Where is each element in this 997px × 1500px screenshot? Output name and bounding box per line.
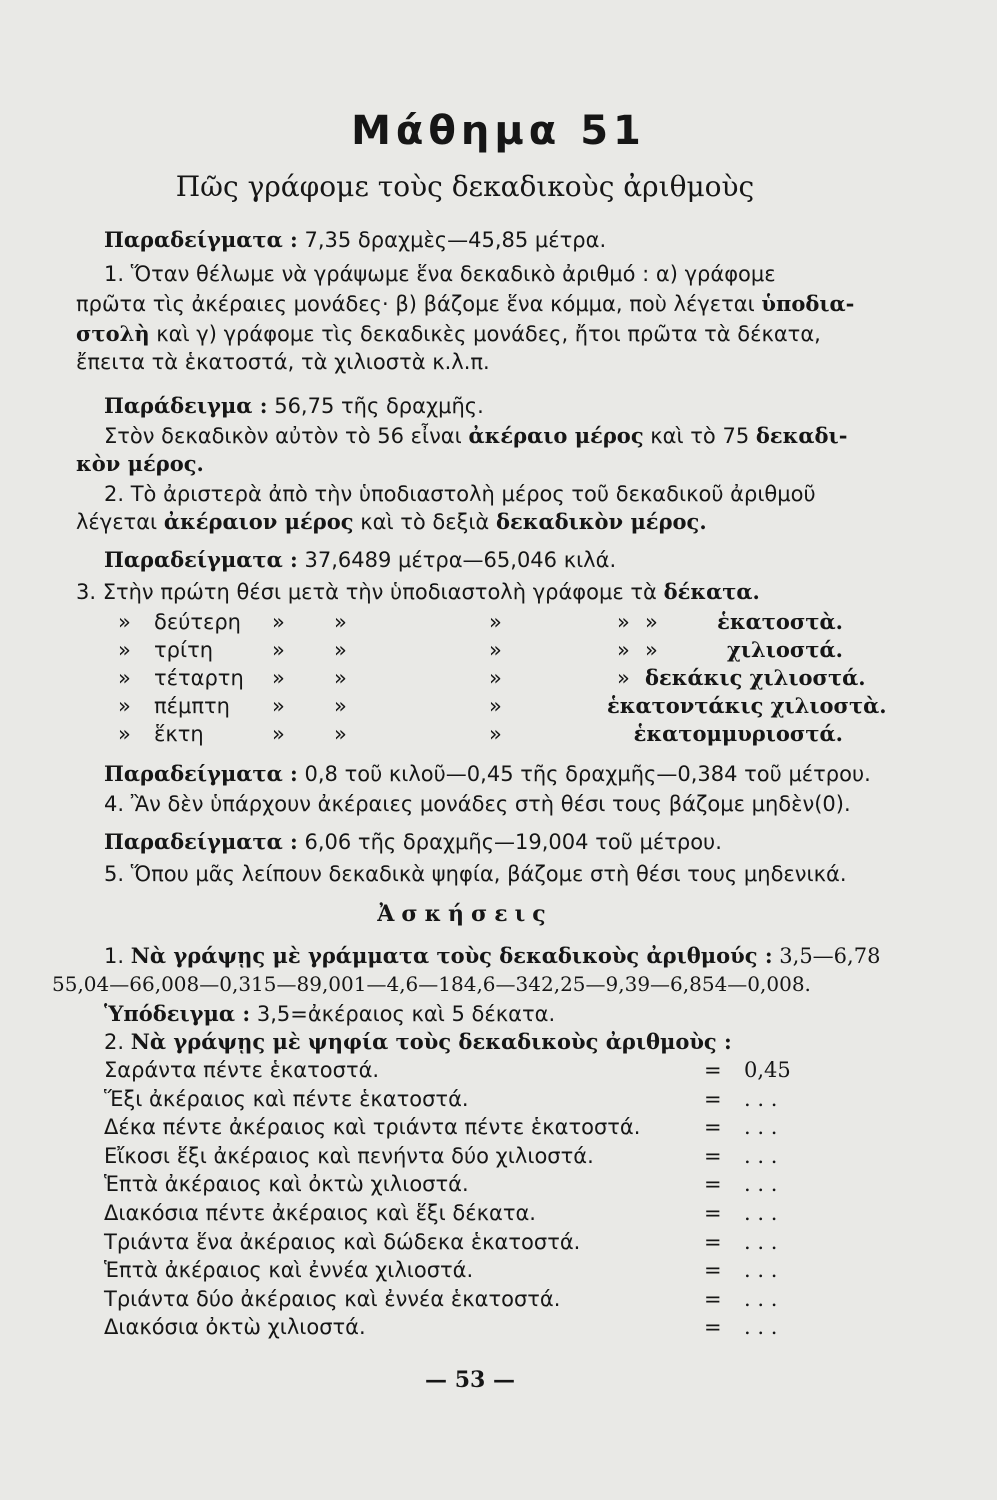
example-label: Παραδείγματα : [104,761,298,786]
place-result: δεκάκις χιλιοστά. [645,665,866,690]
task-1-line-2: 55,04—66,008—0,315—89,001—4,6—184,6—342,25—9,39—6,854—0,008. [52,972,811,996]
task-2-item-text: Δέκα πέντε ἀκέραιος καὶ τριάντα πέντε ἑκατοστά. [104,1115,641,1140]
task-2-item-text: Ἑπτὰ ἀκέραιος καὶ ὀκτὼ χιλιοστά. [104,1172,469,1197]
example-4 [104,760,871,788]
rule-5: 5. Ὅπου μᾶς λείπουν δεκαδικὰ ψηφία, βάζομε στὴ θέσι τους μηδενικά. [104,862,847,886]
rule-1-line-3 [76,320,821,348]
ditto-mark: » [118,722,131,746]
ditto-mark: » [272,694,285,718]
hint-label: Ὑπόδειγμα : [104,1001,251,1026]
example-label: Παραδείγματα : [104,829,298,854]
place-row [118,636,858,664]
explain-term: κὸν μέρος. [76,451,204,476]
task-2-answer: . . . [744,1229,778,1254]
ditto-mark: » [645,638,658,662]
rule-2-line-1: 2. Τὸ ἀριστερὰ ἀπὸ τὴν ὑποδιαστολὴ μέρος τοῦ δεκαδικοῦ ἀριθμοῦ [104,482,816,506]
task-2-answer: . . . [744,1115,778,1140]
rule-2-line-2 [76,508,707,536]
place-result: ἑκατομμυριοστά. [633,721,843,746]
ditto-mark: » [334,638,347,662]
example-1 [104,226,606,254]
place-row [118,664,866,692]
place-name: τέταρτη [154,666,244,690]
place-row [118,720,858,748]
task-2-row [104,1142,824,1170]
rule-2-term: δεκαδικὸν μέρος. [495,509,707,534]
task-2-answer: 0,45 [744,1058,791,1082]
equals-sign: = [704,1229,722,1254]
rule-3-line-1 [76,578,760,606]
rule-3-term: δέκατα. [663,579,760,604]
place-row [118,608,858,636]
rule-1-text: πρῶτα τὶς ἀκέραιες μονάδες· β) βάζομε ἕνα κόμμα, ποὺ λέγεται [76,292,762,316]
equals-sign: = [704,1086,722,1111]
lesson-title: Μάθημα 51 [351,108,646,154]
ditto-mark: » [334,666,347,690]
hint-text: 3,5=ἀκέραιος καὶ 5 δέκατα. [256,1002,556,1026]
explain-text: καὶ τὸ 75 [643,424,756,448]
task-2-row [104,1199,824,1227]
equals-sign: = [704,1286,722,1311]
task-2-row [104,1085,824,1113]
task-2-item-text: Ἑπτὰ ἀκέραιος καὶ ἐννέα χιλιοστά. [104,1258,474,1283]
equals-sign: = [704,1058,722,1082]
ditto-mark: » [489,694,502,718]
place-name: δεύτερη [154,610,241,634]
task-2-row [104,1256,824,1284]
rule-1-term-end: στολὴ [76,321,150,346]
ditto-mark: » [334,694,347,718]
task-2-item-text: Τριάντα ἕνα ἀκέραιος καὶ δώδεκα ἑκατοστά. [104,1229,581,1254]
task-2-row [104,1285,824,1313]
exercises-title: Ἀσκήσεις [377,901,553,927]
ditto-mark: » [118,694,131,718]
example-5 [104,828,722,856]
rule-3-text: 3. Στὴν πρώτη θέσι μετὰ τὴν ὑποδιαστολὴ γράφομε τὰ [76,580,664,604]
rule-4: 4. Ἂν δὲν ὑπάρχουν ἀκέραιες μονάδες στὴ θέσι τους βάζομε μηδὲν(0). [104,792,851,816]
example-3 [104,546,616,574]
ditto-mark: » [617,666,630,690]
ditto-mark: » [617,638,630,662]
task-2-answer: . . . [744,1258,778,1283]
task-2-answer: . . . [744,1315,778,1340]
place-name: τρίτη [154,638,214,662]
task-instruction: Νὰ γράψῃς μὲ γράμματα τοὺς δεκαδικοὺς ἀριθμούς : [130,943,773,968]
task-number: 1. [104,944,131,968]
explain-term: ἀκέραιο μέρος [468,423,644,448]
example-text: 0,8 τοῦ κιλοῦ—0,45 τῆς δραχμῆς—0,384 τοῦ μέτρου. [304,762,871,786]
rule-1-line-2 [76,290,854,318]
ditto-mark: » [118,666,131,690]
place-result: ἑκατοντάκις χιλιοστὰ. [607,693,887,718]
place-name: πέμπτη [154,694,230,718]
ditto-mark: » [118,610,131,634]
explain-text: Στὸν δεκαδικὸν αὐτὸν τὸ 56 εἶναι [104,424,469,448]
example-text: 6,06 τῆς δραχμῆς—19,004 τοῦ μέτρου. [304,830,722,854]
example-text: 56,75 τῆς δραχμῆς. [274,394,484,418]
task-2-answer: . . . [744,1143,778,1168]
example-text: 7,35 δραχμὲς—45,85 μέτρα. [304,228,607,252]
task-2-row [104,1313,824,1341]
task-2-row [104,1228,824,1256]
place-result: χιλιοστά. [727,637,843,662]
example-2-explain-1 [104,422,847,450]
task-2-row [104,1170,824,1198]
equals-sign: = [704,1115,722,1140]
task-2-item-text: Σαράντα πέντε ἑκατοστά. [104,1058,380,1082]
equals-sign: = [704,1172,722,1197]
rule-1-term: ὑποδια- [761,291,855,316]
rule-2-term: ἀκέραιον μέρος [163,509,354,534]
task-2-answer: . . . [744,1286,778,1311]
rule-2-text: λέγεται [76,510,164,534]
example-2 [104,392,484,420]
place-result: ἑκατοστὰ. [717,609,843,634]
example-label: Παράδειγμα : [104,393,268,418]
task-2-item-text: Τριάντα δύο ἀκέραιος καὶ ἐννέα ἑκατοστά. [104,1286,561,1311]
equals-sign: = [704,1201,722,1225]
rule-1-line-1: 1. Ὅταν θέλωμε νὰ γράψωμε ἕνα δεκαδικὸ ἀριθμό : α) γράφομε [104,262,776,286]
ditto-mark: » [489,610,502,634]
ditto-mark: » [272,610,285,634]
task-2-answer: . . . [744,1201,778,1225]
task-2-row [104,1056,824,1084]
rule-1-line-4: ἔπειτα τὰ ἑκατοστά, τὰ χιλιοστὰ κ.λ.π. [76,350,490,374]
task-values: 3,5—6,78 [772,944,881,968]
page-number: — 53 — [425,1367,515,1393]
task-instruction: Νὰ γράψῃς μὲ ψηφία τοὺς δεκαδικοὺς ἀριθμοὺς : [130,1029,732,1054]
ditto-mark: » [489,638,502,662]
rule-2-text: καὶ τὸ δεξιὰ [353,510,496,534]
ditto-mark: » [489,722,502,746]
task-1-line-1 [104,942,880,970]
ditto-mark: » [489,666,502,690]
place-name: ἕκτη [154,722,204,746]
example-label: Παραδείγματα : [104,547,298,572]
task-2-heading [104,1028,732,1056]
explain-term: δεκαδι- [755,423,848,448]
lesson-subtitle: Πῶς γράφομε τοὺς δεκαδικοὺς ἀριθμοὺς [175,170,755,203]
task-2-item-text: Ἕξι ἀκέραιος καὶ πέντε ἑκατοστά. [104,1086,469,1111]
ditto-mark: » [617,610,630,634]
rule-1-text: καὶ γ) γράφομε τὶς δεκαδικὲς μονάδες, ἤτοι πρῶτα τὰ δέκατα, [149,322,821,346]
place-row [118,692,887,720]
task-2-answer: . . . [744,1172,778,1197]
ditto-mark: » [272,638,285,662]
equals-sign: = [704,1315,722,1340]
task-number: 2. [104,1030,131,1054]
task-2-item-text: Εἴκοσι ἕξι ἀκέραιος καὶ πενήντα δύο χιλιοστά. [104,1143,594,1168]
example-label: Παραδείγματα : [104,227,298,252]
equals-sign: = [704,1258,722,1283]
ditto-mark: » [272,666,285,690]
task-2-item-text: Διακόσια ὀκτὼ χιλιοστά. [104,1315,366,1340]
task-2-item-text: Διακόσια πέντε ἀκέραιος καὶ ἕξι δέκατα. [104,1201,536,1225]
ditto-mark: » [645,610,658,634]
task-2-answer: . . . [744,1086,778,1111]
ditto-mark: » [334,722,347,746]
equals-sign: = [704,1143,722,1168]
example-2-explain-2 [76,450,204,478]
task-1-hint [104,1000,555,1028]
ditto-mark: » [272,722,285,746]
example-text: 37,6489 μέτρα—65,046 κιλά. [304,548,617,572]
ditto-mark: » [334,610,347,634]
task-2-row [104,1113,824,1141]
ditto-mark: » [118,638,131,662]
